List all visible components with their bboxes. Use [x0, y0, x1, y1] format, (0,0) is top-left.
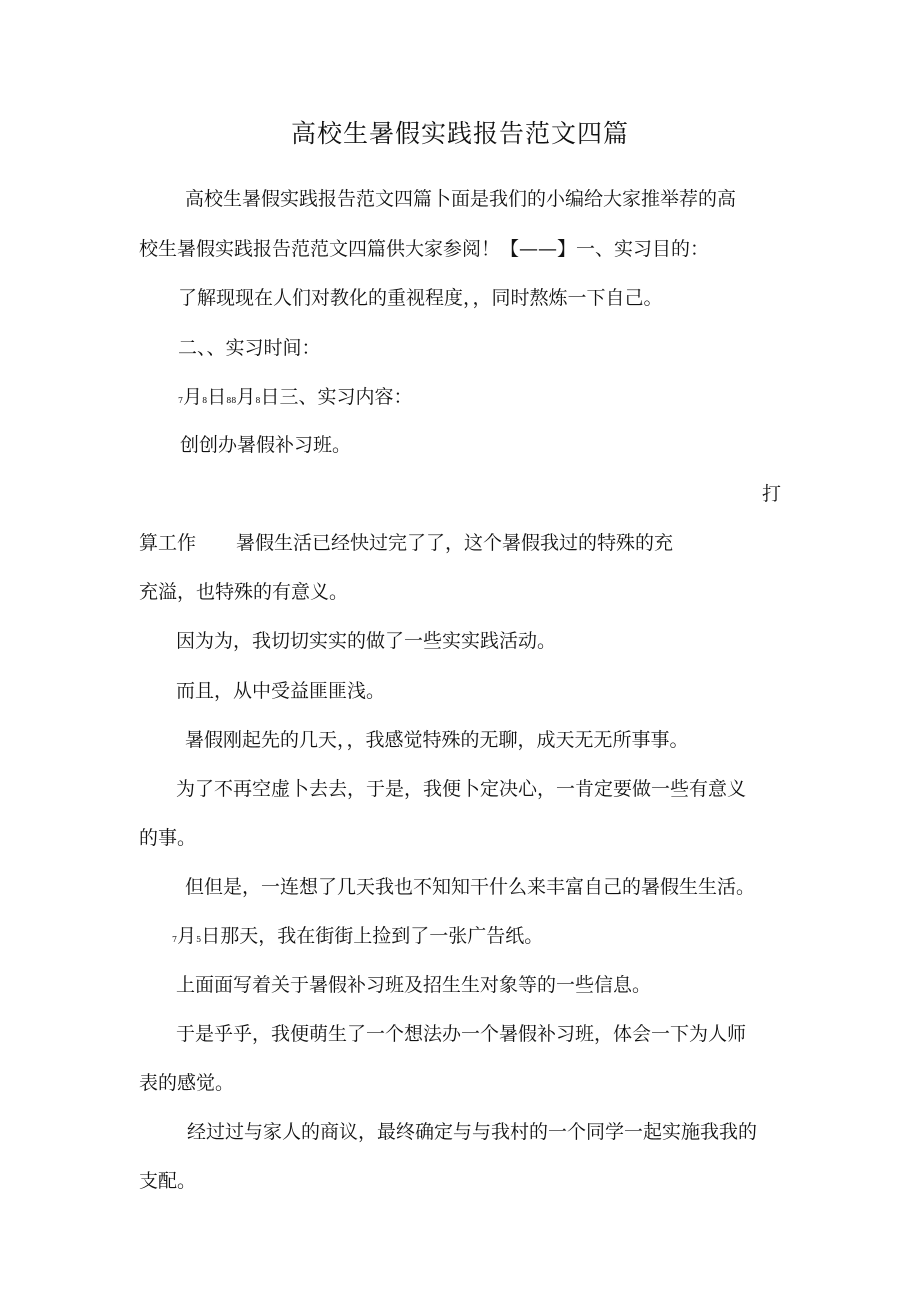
paragraph-line: 表的感觉。 — [139, 1072, 235, 1094]
date-line — [172, 927, 543, 946]
date-number: 8 — [255, 396, 261, 405]
date-text: 日 — [207, 386, 227, 408]
date-line — [178, 388, 413, 407]
paragraph-line: 校生暑假实践报告范范文四篇供大家参阅！【——】一、实习目的： — [139, 238, 710, 260]
paragraph-line: 二、、实习时间： — [178, 337, 321, 359]
paragraph-fragment: 暑假生活已经快过完了了，这个暑假我过的特殊的充 — [236, 532, 674, 554]
paragraph-line: 暑假刚起先的几天，，我感觉特殊的无聊，成天无无所事事。 — [185, 729, 689, 751]
date-number: 8 — [202, 396, 208, 405]
paragraph-line: 因为为，我切切实实的做了一些实实践活动。 — [176, 630, 557, 652]
paragraph-line: 但但是，一连想了几天我也不知知干什么来丰富自己的暑假生生活。 — [185, 876, 756, 898]
date-text: 日那天，我在街街上捡到了一张广告纸。 — [201, 925, 544, 947]
date-number: 7 — [178, 396, 184, 405]
date-text: 月 — [183, 386, 203, 408]
paragraph-line: 支配。 — [139, 1170, 197, 1192]
paragraph-line: 上面面写着关于暑假补习班及招生生对象等的一些信息。 — [176, 974, 652, 996]
paragraph-line: 而且，从中受益匪匪浅。 — [176, 680, 386, 702]
paragraph-line: 了解现现在人们对教化的重视程度，，同时熬炼一下自己。 — [178, 287, 663, 309]
date-number: 88 — [226, 396, 237, 405]
date-text: 月 — [236, 386, 256, 408]
document-title: 高校生暑假实践报告范文四篇 — [290, 119, 629, 148]
paragraph-line: 于是乎乎，我便萌生了一个想法办一个暑假补习班，体会一下为人师 — [176, 1023, 747, 1045]
date-number: 5 — [196, 935, 202, 944]
paragraph-line: 的事。 — [139, 827, 197, 849]
paragraph-line: 充溢，也特殊的有意义。 — [139, 581, 349, 603]
date-text: 月 — [177, 925, 197, 947]
date-number: 7 — [172, 935, 178, 944]
paragraph-line: 打 — [762, 483, 782, 505]
paragraph-line — [139, 534, 673, 553]
paragraph-line: 为了不再空虚卜去去，于是，我便卜定决心，一肯定要做一些有意义 — [176, 778, 747, 800]
date-text: 日三、实习内容： — [260, 386, 413, 408]
paragraph-line: 创创办暑假补习班。 — [180, 434, 352, 456]
paragraph-fragment: 算工作 — [139, 532, 197, 554]
paragraph-line: 高校生暑假实践报告范文四篇卜面是我们的小编给大家推举荐的高 — [185, 188, 737, 210]
paragraph-line: 经过过与家人的商议，最终确定与与我村的一个同学一起实施我我的 — [187, 1121, 758, 1143]
